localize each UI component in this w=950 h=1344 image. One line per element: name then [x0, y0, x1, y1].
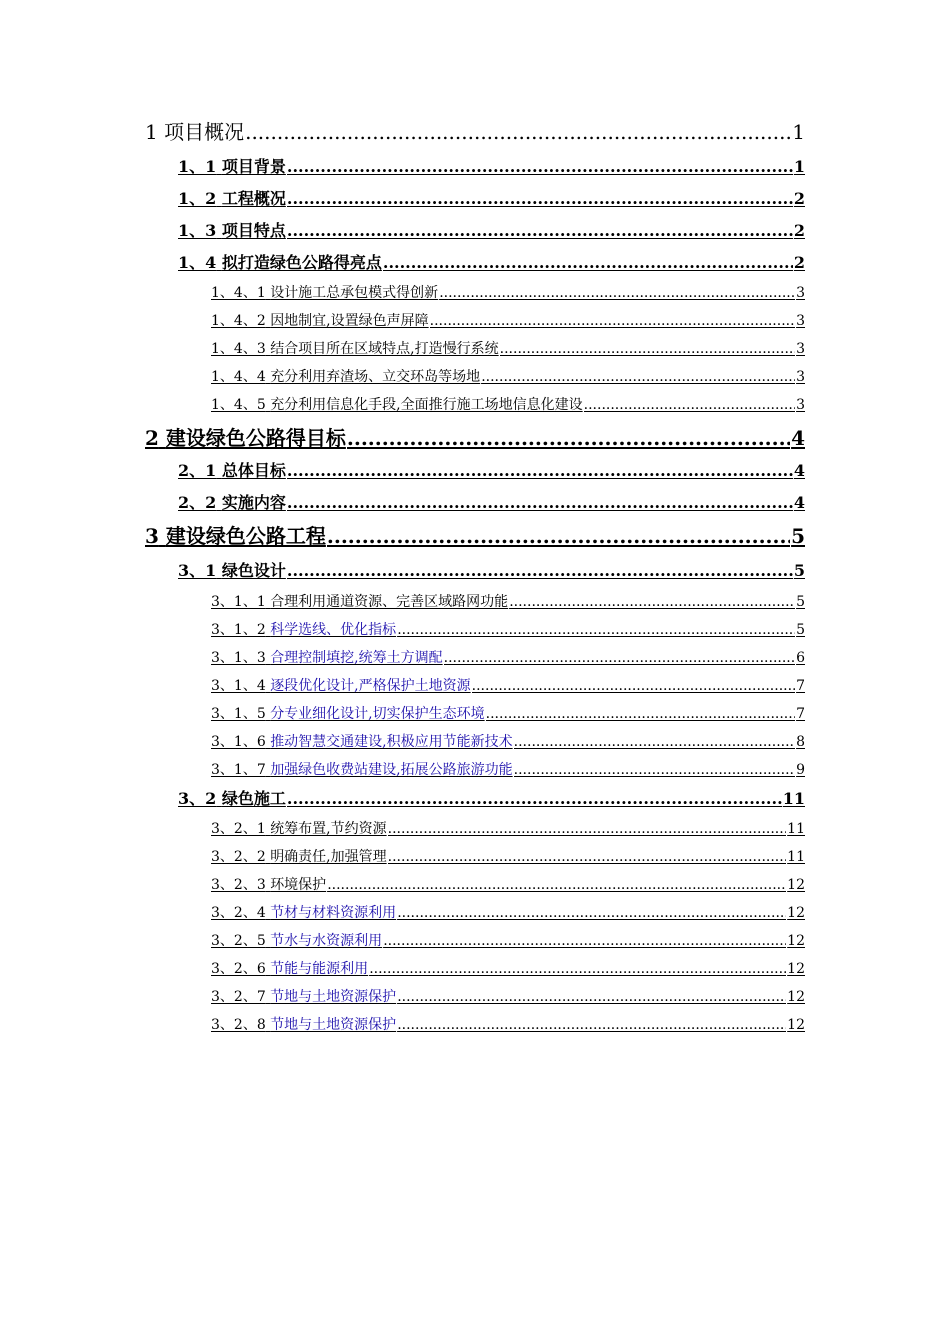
- toc-page-number: 12: [787, 1017, 805, 1033]
- dot-leader: [287, 461, 793, 480]
- toc-title: 建设绿色公路得目标: [165, 426, 346, 450]
- toc-entry-3-1[interactable]: [178, 558, 805, 581]
- toc-number: 3、2、1: [211, 821, 266, 837]
- toc-number: 1、4、5: [211, 397, 266, 413]
- toc-entry-3-1-7[interactable]: [211, 759, 805, 779]
- toc-number: 1、1: [178, 157, 217, 176]
- toc-number: 1、4、4: [211, 369, 266, 385]
- toc-entry-1[interactable]: [145, 116, 805, 145]
- toc-number: 1: [145, 120, 158, 144]
- toc-number: 3、1: [178, 561, 217, 580]
- toc-page-number: 6: [796, 650, 805, 666]
- dot-leader: [383, 253, 793, 272]
- toc-number: 3、1、1: [211, 594, 266, 610]
- toc-entry-1-4-3[interactable]: [211, 338, 805, 358]
- toc-page-number: 12: [787, 961, 805, 977]
- toc-entry-3-2-4[interactable]: [211, 902, 805, 922]
- toc-page-number: 1: [793, 157, 805, 176]
- dot-leader: [439, 285, 795, 301]
- toc-title: 因地制宜,设置绿色声屏障: [270, 313, 429, 329]
- toc-number: 3、2、8: [211, 1017, 266, 1033]
- toc-number: 3: [145, 524, 159, 548]
- toc-page-number: 3: [796, 397, 805, 413]
- toc-number: 1、4、1: [211, 285, 266, 301]
- toc-title: 明确责任,加强管理: [270, 849, 387, 865]
- toc-title: 合理利用通道资源、完善区域路网功能: [270, 594, 509, 610]
- toc-title: 绿色设计: [221, 561, 286, 580]
- toc-title: 结合项目所在区域特点,打造慢行系统: [270, 341, 499, 357]
- toc-entry-3-2-1[interactable]: [211, 818, 805, 838]
- toc-page-number: 11: [782, 789, 805, 808]
- toc-title: 充分利用弃渣场、立交环岛等场地: [270, 369, 481, 385]
- toc-page-number: 11: [787, 821, 805, 837]
- toc-entry-3-2-8[interactable]: [211, 1014, 805, 1034]
- dot-leader: [584, 397, 795, 413]
- dot-leader: [287, 189, 793, 208]
- toc-number: 1、4、2: [211, 313, 266, 329]
- dot-leader: [514, 762, 795, 778]
- toc-number: 3、1、7: [211, 762, 266, 778]
- toc-title: 环境保护: [270, 877, 327, 893]
- toc-page-number: 2: [793, 221, 805, 240]
- toc-title: 项目特点: [221, 221, 286, 240]
- toc-entry-2[interactable]: [145, 422, 805, 451]
- dot-leader: [369, 961, 786, 977]
- toc-title: 项目背景: [221, 157, 286, 176]
- toc-number: 3、1、6: [211, 734, 266, 750]
- toc-title-link[interactable]: 节地与土地资源保护: [270, 1017, 397, 1033]
- toc-number: 3、2、4: [211, 905, 266, 921]
- toc-page-number: 11: [787, 849, 805, 865]
- toc-number: 3、1、5: [211, 706, 266, 722]
- toc-number: 3、1、2: [211, 622, 266, 638]
- toc-page-number: 7: [796, 706, 805, 722]
- toc-number: 1、2: [178, 189, 217, 208]
- toc-number: 3、2、3: [211, 877, 266, 893]
- toc-number: 1、4、3: [211, 341, 266, 357]
- toc-page-number: 5: [791, 524, 805, 548]
- dot-leader: [500, 341, 795, 357]
- toc-entry-1-4-1[interactable]: [211, 282, 805, 302]
- toc-entry-3-2[interactable]: [178, 786, 805, 809]
- dot-leader: [509, 594, 795, 610]
- toc-page-number: 12: [787, 905, 805, 921]
- toc-page-number: 12: [787, 877, 805, 893]
- dot-leader: [388, 821, 787, 837]
- toc-number: 2、1: [178, 461, 217, 480]
- toc-title: 实施内容: [221, 493, 286, 512]
- dot-leader: [397, 1017, 786, 1033]
- dot-leader: [347, 426, 790, 450]
- toc-entry-3-2-7[interactable]: [211, 986, 805, 1006]
- toc-entry-3-1-1[interactable]: [211, 591, 805, 611]
- toc-title-link[interactable]: 科学选线、优化指标: [270, 622, 397, 638]
- toc-page-number: 3: [796, 369, 805, 385]
- dot-leader: [287, 561, 793, 580]
- toc-number: 1、3: [178, 221, 217, 240]
- toc-entry-3-1-3[interactable]: [211, 647, 805, 667]
- dot-leader: [444, 650, 795, 666]
- toc-page-number: 3: [796, 341, 805, 357]
- toc-title: 项目概况: [164, 120, 245, 144]
- dot-leader: [397, 622, 795, 638]
- toc-entry-3-1-5[interactable]: [211, 703, 805, 723]
- toc-title: 绿色施工: [221, 789, 286, 808]
- toc-entry-2-1[interactable]: [178, 458, 805, 481]
- toc-number: 3、2、6: [211, 961, 266, 977]
- dot-leader: [388, 849, 787, 865]
- toc-title-link[interactable]: 逐段优化设计,严格保护土地资源: [270, 678, 471, 694]
- toc-entry-3-1-6[interactable]: [211, 731, 805, 751]
- dot-leader: [397, 905, 786, 921]
- toc-title: 统筹布置,节约资源: [270, 821, 387, 837]
- toc-entry-3-2-3[interactable]: [211, 874, 805, 894]
- toc-entry-1-4-5[interactable]: [211, 394, 805, 414]
- dot-leader: [481, 369, 795, 385]
- dot-leader: [287, 221, 793, 240]
- toc-number: 2、2: [178, 493, 217, 512]
- toc-entry-3-2-2[interactable]: [211, 846, 805, 866]
- toc-page-number: 9: [796, 762, 805, 778]
- toc-entry-1-2[interactable]: [178, 186, 805, 209]
- toc-page-number: 5: [796, 594, 805, 610]
- toc-page-number: 5: [796, 622, 805, 638]
- toc-title-link[interactable]: 加强绿色收费站建设,拓展公路旅游功能: [270, 762, 513, 778]
- toc-entry-3-1-4[interactable]: [211, 675, 805, 695]
- toc-title-link[interactable]: 推动智慧交通建设,积极应用节能新技术: [270, 734, 513, 750]
- toc-entry-3-2-6[interactable]: [211, 958, 805, 978]
- toc-title-link[interactable]: 合理控制填挖,统筹土方调配: [270, 650, 443, 666]
- dot-leader: [397, 989, 786, 1005]
- dot-leader: [472, 678, 795, 694]
- toc-page-number: 8: [796, 734, 805, 750]
- dot-leader: [383, 933, 786, 949]
- toc-number: 3、2: [178, 789, 217, 808]
- toc-number: 3、2、5: [211, 933, 266, 949]
- toc-page-number: 7: [796, 678, 805, 694]
- toc-entry-1-4-4[interactable]: [211, 366, 805, 386]
- toc-page-number: 3: [796, 313, 805, 329]
- toc-title: 建设绿色公路工程: [165, 524, 326, 548]
- toc-title: 充分利用信息化手段,全面推行施工场地信息化建设: [270, 397, 583, 413]
- toc-entry-3-2-5[interactable]: [211, 930, 805, 950]
- toc-title-link[interactable]: 节能与能源利用: [270, 961, 369, 977]
- dot-leader: [245, 120, 791, 144]
- dot-leader: [287, 789, 782, 808]
- toc-page-number: 2: [793, 253, 805, 272]
- dot-leader: [287, 493, 793, 512]
- dot-leader: [327, 877, 786, 893]
- dot-leader: [327, 524, 790, 548]
- toc-number: 2: [145, 426, 159, 450]
- toc-entry-1-4-2[interactable]: [211, 310, 805, 330]
- toc-title: 总体目标: [221, 461, 286, 480]
- toc-page-number: 12: [787, 933, 805, 949]
- toc-number: 3、2、7: [211, 989, 266, 1005]
- toc-title-link[interactable]: 节材与材料资源利用: [270, 905, 397, 921]
- toc-title-link[interactable]: 分专业细化设计,切实保护生态环境: [270, 706, 485, 722]
- toc-entry-1-1[interactable]: [178, 154, 805, 177]
- dot-leader: [287, 157, 793, 176]
- toc-title: 拟打造绿色公路得亮点: [221, 253, 382, 272]
- toc-title: 工程概况: [221, 189, 286, 208]
- toc-number: 3、2、2: [211, 849, 266, 865]
- toc-page-number: 5: [793, 561, 805, 580]
- toc-page-number: 2: [793, 189, 805, 208]
- toc-page-number: 4: [791, 426, 805, 450]
- toc-page-number: 12: [787, 989, 805, 1005]
- toc-page-number: 4: [793, 493, 805, 512]
- toc-entry-3[interactable]: [145, 520, 805, 549]
- toc-number: 3、1、4: [211, 678, 266, 694]
- toc-page-number: 4: [793, 461, 805, 480]
- toc-entry-1-4[interactable]: [178, 250, 805, 273]
- toc-entry-1-3[interactable]: [178, 218, 805, 241]
- dot-leader: [486, 706, 795, 722]
- dot-leader: [514, 734, 795, 750]
- toc-entry-2-2[interactable]: [178, 490, 805, 513]
- dot-leader: [430, 313, 795, 329]
- toc-title-link[interactable]: 节水与水资源利用: [270, 933, 383, 949]
- toc-page-number: 3: [796, 285, 805, 301]
- toc-title: 设计施工总承包模式得创新: [270, 285, 439, 301]
- toc-page-number: 1: [792, 120, 805, 144]
- toc-number: 1、4: [178, 253, 217, 272]
- toc-entry-3-1-2[interactable]: [211, 619, 805, 639]
- toc-number: 3、1、3: [211, 650, 266, 666]
- toc-title-link[interactable]: 节地与土地资源保护: [270, 989, 397, 1005]
